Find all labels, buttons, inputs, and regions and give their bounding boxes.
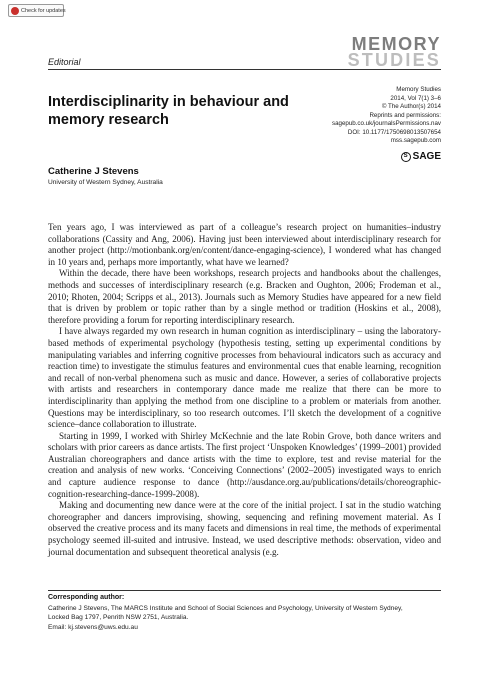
corresponding-address-line: Catherine J Stevens, The MARCS Institute and School of Social Sciences and Psychology, University of Western Sydney, xyxy=(48,605,403,612)
meta-copyright: © The Author(s) 2014 xyxy=(381,103,441,110)
section-label: Editorial xyxy=(48,57,81,67)
header-rule xyxy=(48,69,441,70)
journal-logo xyxy=(348,36,441,68)
journal-logo-line-2: STUDIES xyxy=(347,50,441,70)
body-paragraph: Ten years ago, I was interviewed as part of a colleague’s research project on humanities–industry collaborations (Cassity and Ang, 2006). Having just been interviewed about interdisciplinary research for another project (http://motionbank.org/en/content/dance-engaging-science), I wondered what has changed in 10 years and, perhaps more importantly, what have we learned? xyxy=(48,222,441,267)
body-paragraph: Starting in 1999, I worked with Shirley McKechnie and the late Robin Grove, both dance writers and scholars with prior careers as dance artists. The first project ‘Unspoken Knowledges’ (1999–2001) provided Australian choreographers and dance artists with the time to explore, test and revise material for the creation and analysis of new works. ‘Conceiving Connections’ (2002–2005) investigated ways to enrich and capture audience response to dance (http://ausdance.org.au/publications/details/choreographic-cognition-researching-dance-1999-2008). xyxy=(48,430,441,499)
author-affiliation: University of Western Sydney, Australia xyxy=(48,179,163,186)
body-paragraph: Making and documenting new dance were at the core of the initial project. I sat in the studio watching choreographer and dancers improvising, showing, sequencing and refining movement material. As I observed the creative process and its many facets and dimensions in real time, the methods of experimental psychology seemed ill-suited and intrusive. Instead, we used descriptive methods: observation, video and journal documentation and subsequent theoretical analysis (e.g. xyxy=(48,500,441,557)
sage-s-icon: S xyxy=(401,152,411,162)
meta-volume: 2014, Vol 7(1) 3–6 xyxy=(390,94,441,102)
meta-permissions-link[interactable]: sagepub.co.uk/journalsPermissions.nav xyxy=(331,120,441,127)
check-for-updates-badge[interactable] xyxy=(8,4,64,17)
meta-doi[interactable]: DOI: 10.1177/1750698013507654 xyxy=(347,128,441,136)
corresponding-email[interactable]: Email: kj.stevens@uws.edu.au xyxy=(48,623,138,631)
body-paragraph: Within the decade, there have been workshops, research projects and handbooks about the challenges, methods and successes of interdisciplinary research (e.g. Bracken and Oughton, 2006; Frodeman et al., 2010; Rhoten, 2004; Scripps et al., 2013). Journals such as Memory Studies have appeared for a new field that is driven by problem or topic rather than by a single method or tradition (Hoskins et al., 2008), therefore providing a forum for reporting interdisciplinary research. xyxy=(48,268,441,325)
corresponding-author-heading: Corresponding author: xyxy=(48,594,125,601)
article-title: Interdisciplinarity in behaviour and memory research xyxy=(48,94,289,128)
check-for-updates-label: Check for updates xyxy=(21,7,66,14)
meta-journal-site[interactable]: mss.sagepub.com xyxy=(390,137,441,144)
corresponding-address-line: Locked Bag 1797, Penrith NSW 2751, Australia. xyxy=(48,614,189,622)
corresponding-author-details xyxy=(48,604,448,632)
publisher-logo xyxy=(401,151,441,162)
crossmark-icon xyxy=(11,7,19,15)
meta-journal: Memory Studies xyxy=(396,86,441,93)
author-name: Catherine J Stevens xyxy=(48,166,139,177)
journal-logo-line-1: MEMORY xyxy=(351,34,441,54)
meta-reprints: Reprints and permissions: xyxy=(369,111,441,119)
article-body xyxy=(48,222,441,558)
publisher-name: SAGE xyxy=(412,151,441,162)
article-metadata xyxy=(332,86,441,146)
body-paragraph: I have always regarded my own research in human cognition as interdisciplinary – using the laboratory-based methods of experimental psychology (hypothesis testing, setting up experimental conditions by manipulating variables and inferring cognitive processes from behavioural indicators such as accuracy and reaction time) to investigate the stimulus features and environmental cues that enable learning, recognition and recall of non-verbal phenomena such as music and dance. However, a series of collaborative projects with artists and researchers in contemporary dance made me realize that there can be more to interdisciplinarity than applying the method from one discipline to a problem or materials from another. Questions may be interdisciplinary, so too research outcomes. I’ll sketch the development of a cognitive science–dance collaboration to illustrate. xyxy=(48,326,441,430)
footnote-rule xyxy=(48,590,441,591)
